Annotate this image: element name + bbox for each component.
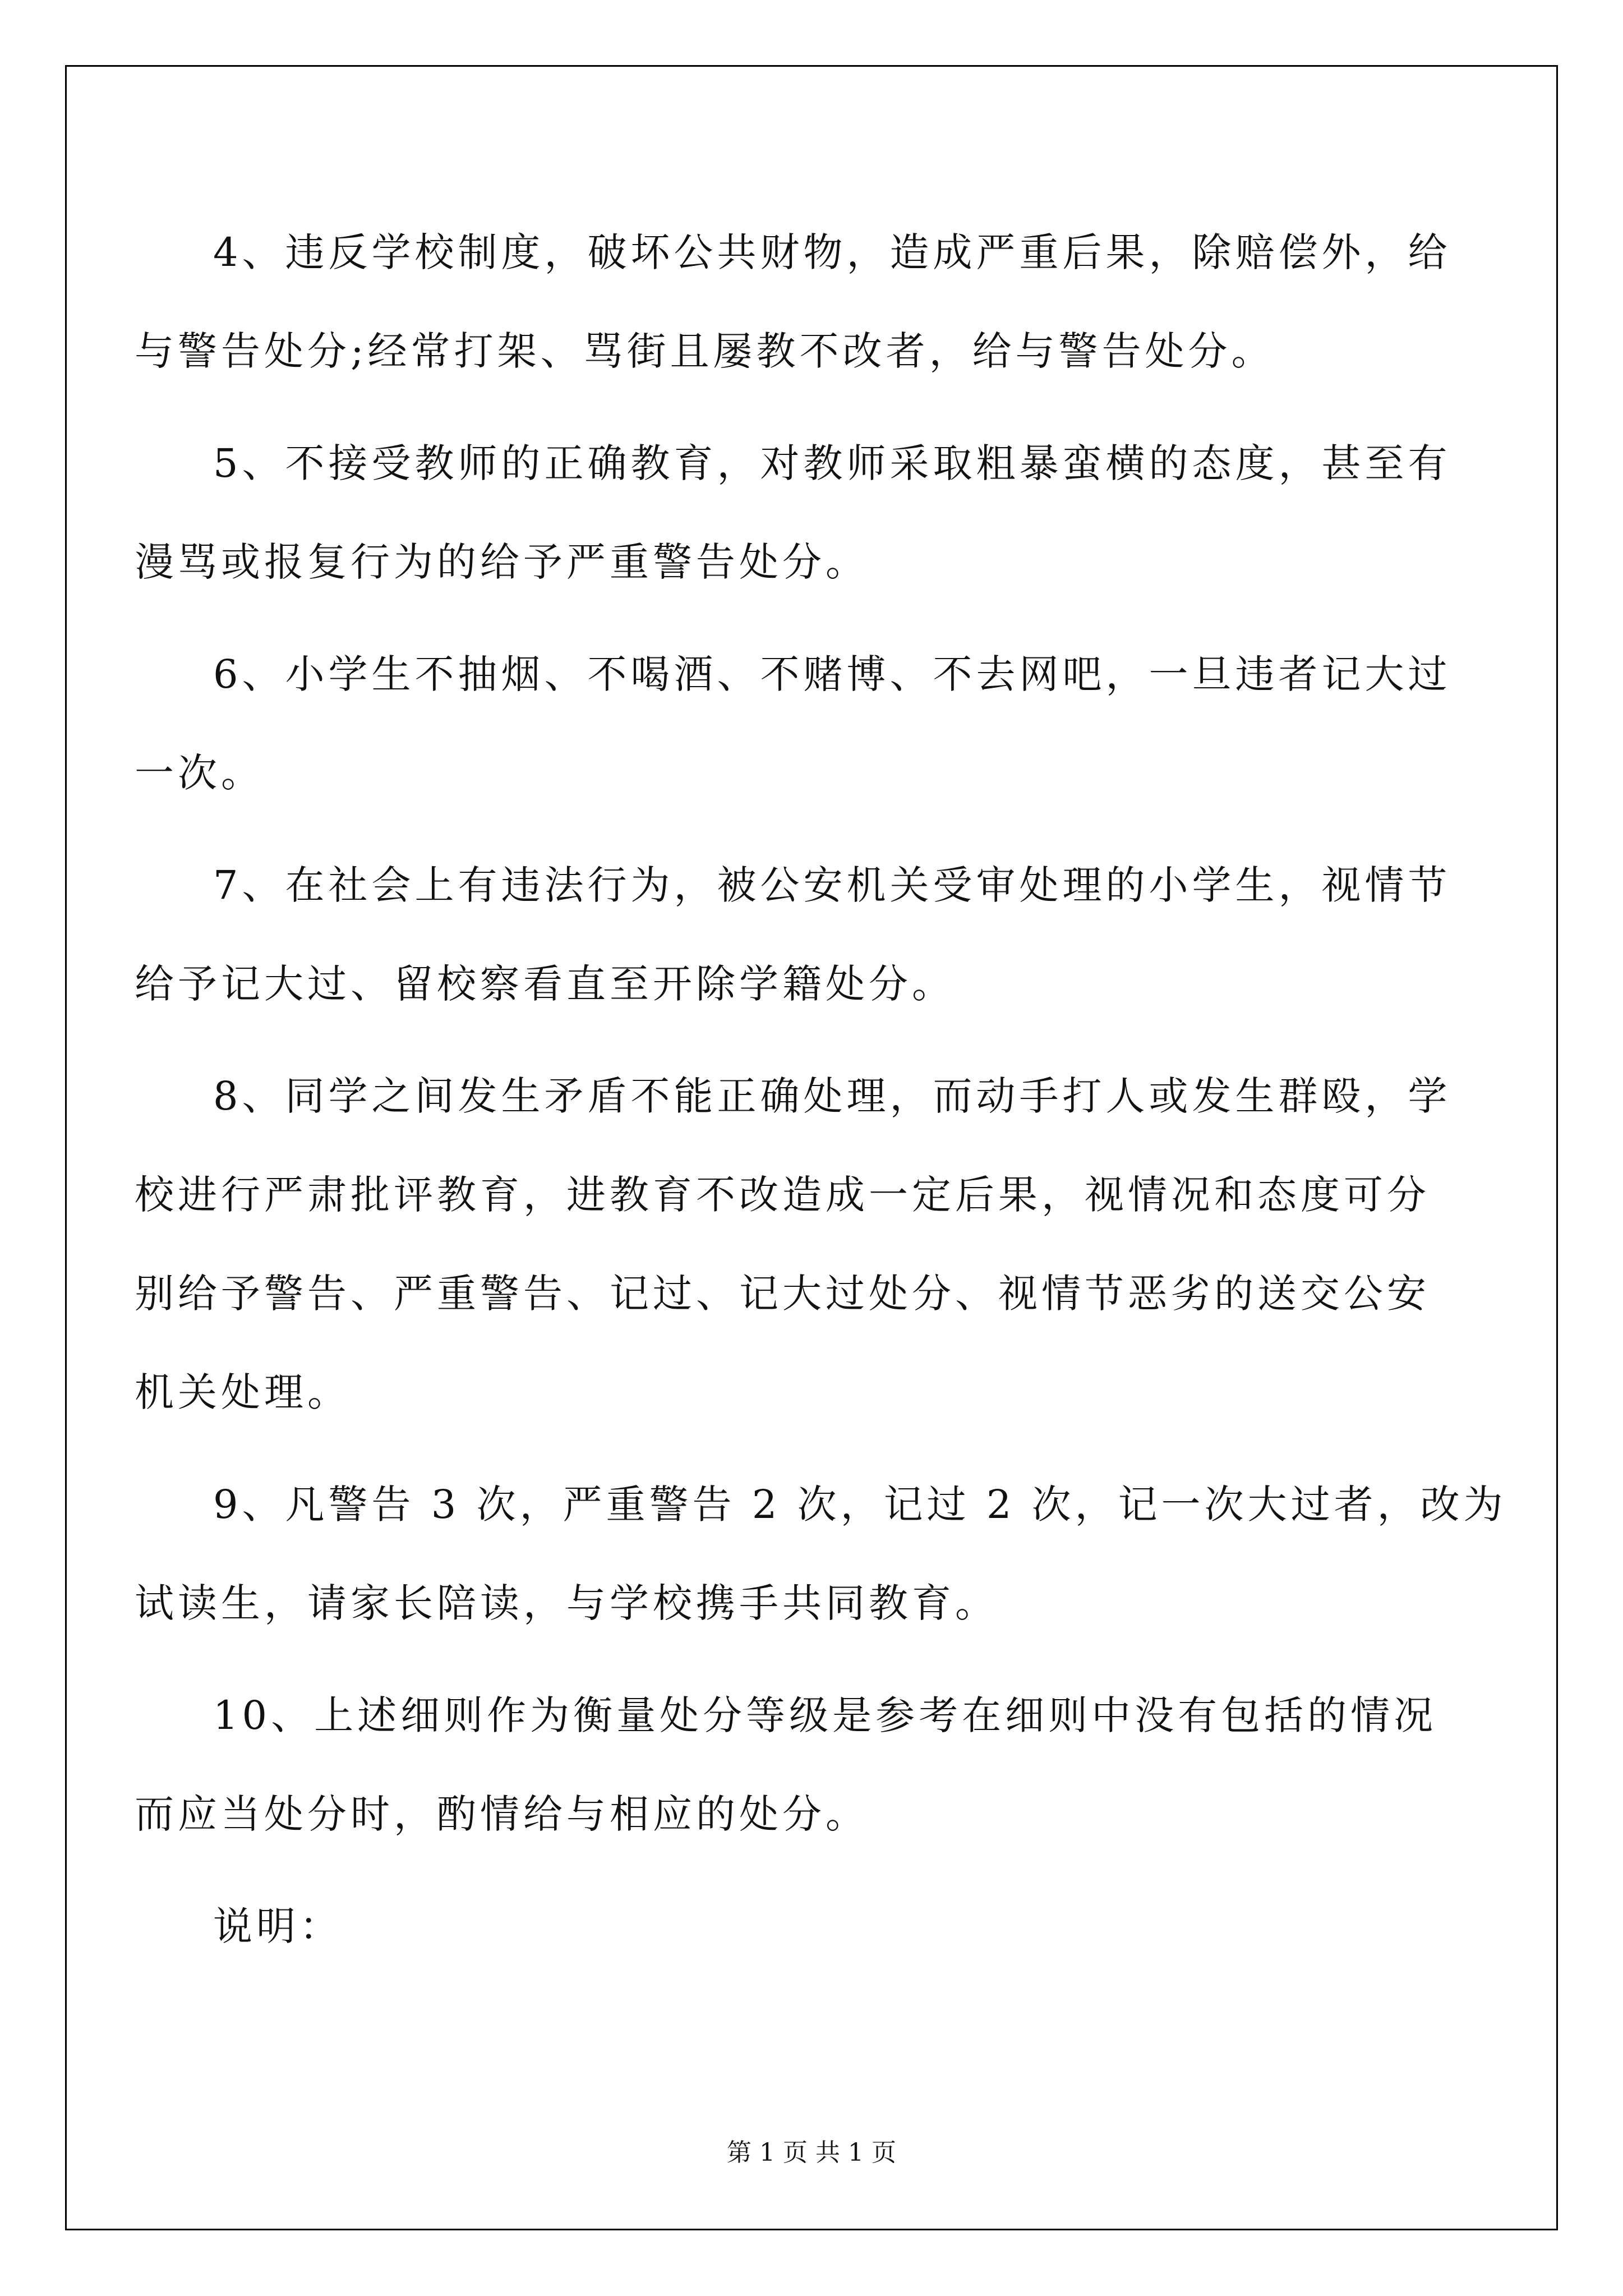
paragraph-line: 漫骂或报复行为的给予严重警告处分。 <box>135 539 869 585</box>
paragraph-line: 机关处理。 <box>135 1369 351 1415</box>
paragraph-line: 9、凡警告 3 次，严重警告 2 次，记过 2 次，记一次大过者，改为 <box>213 1481 1507 1527</box>
paragraph-line: 8、同学之间发生矛盾不能正确处理，而动手打人或发生群殴，学 <box>213 1073 1451 1119</box>
paragraph-line: 别给予警告、严重警告、记过、记大过处分、视情节恶劣的送交公安 <box>135 1271 1430 1317</box>
paragraph-line: 而应当处分时，酌情给与相应的处分。 <box>135 1791 869 1837</box>
paragraph-line: 10、上述细则作为衡量处分等级是参考在细则中没有包括的情况 <box>213 1692 1437 1738</box>
paragraph-line: 7、在社会上有违法行为，被公安机关受审处理的小学生，视情节 <box>213 862 1451 908</box>
paragraph-line: 给予记大过、留校察看直至开除学籍处分。 <box>135 961 955 1007</box>
page-number: 第 1 页 共 1 页 <box>727 2138 896 2167</box>
note-heading: 说明： <box>213 1903 343 1949</box>
paragraph-line: 一次。 <box>135 750 264 796</box>
paragraph-line: 与警告处分;经常打架、骂街且屡教不改者，给与警告处分。 <box>135 328 1275 374</box>
paragraph-line: 校进行严肃批评教育，进教育不改造成一定后果，视情况和态度可分 <box>135 1172 1430 1218</box>
paragraph-line: 试读生，请家长陪读，与学校携手共同教育。 <box>135 1580 998 1626</box>
paragraph-line: 4、违反学校制度，破坏公共财物，造成严重后果，除赔偿外，给 <box>213 229 1451 275</box>
paragraph-line: 6、小学生不抽烟、不喝酒、不赌博、不去网吧，一旦违者记大过 <box>213 651 1451 697</box>
paragraph-line: 5、不接受教师的正确教育，对教师采取粗暴蛮横的态度，甚至有 <box>213 440 1451 486</box>
